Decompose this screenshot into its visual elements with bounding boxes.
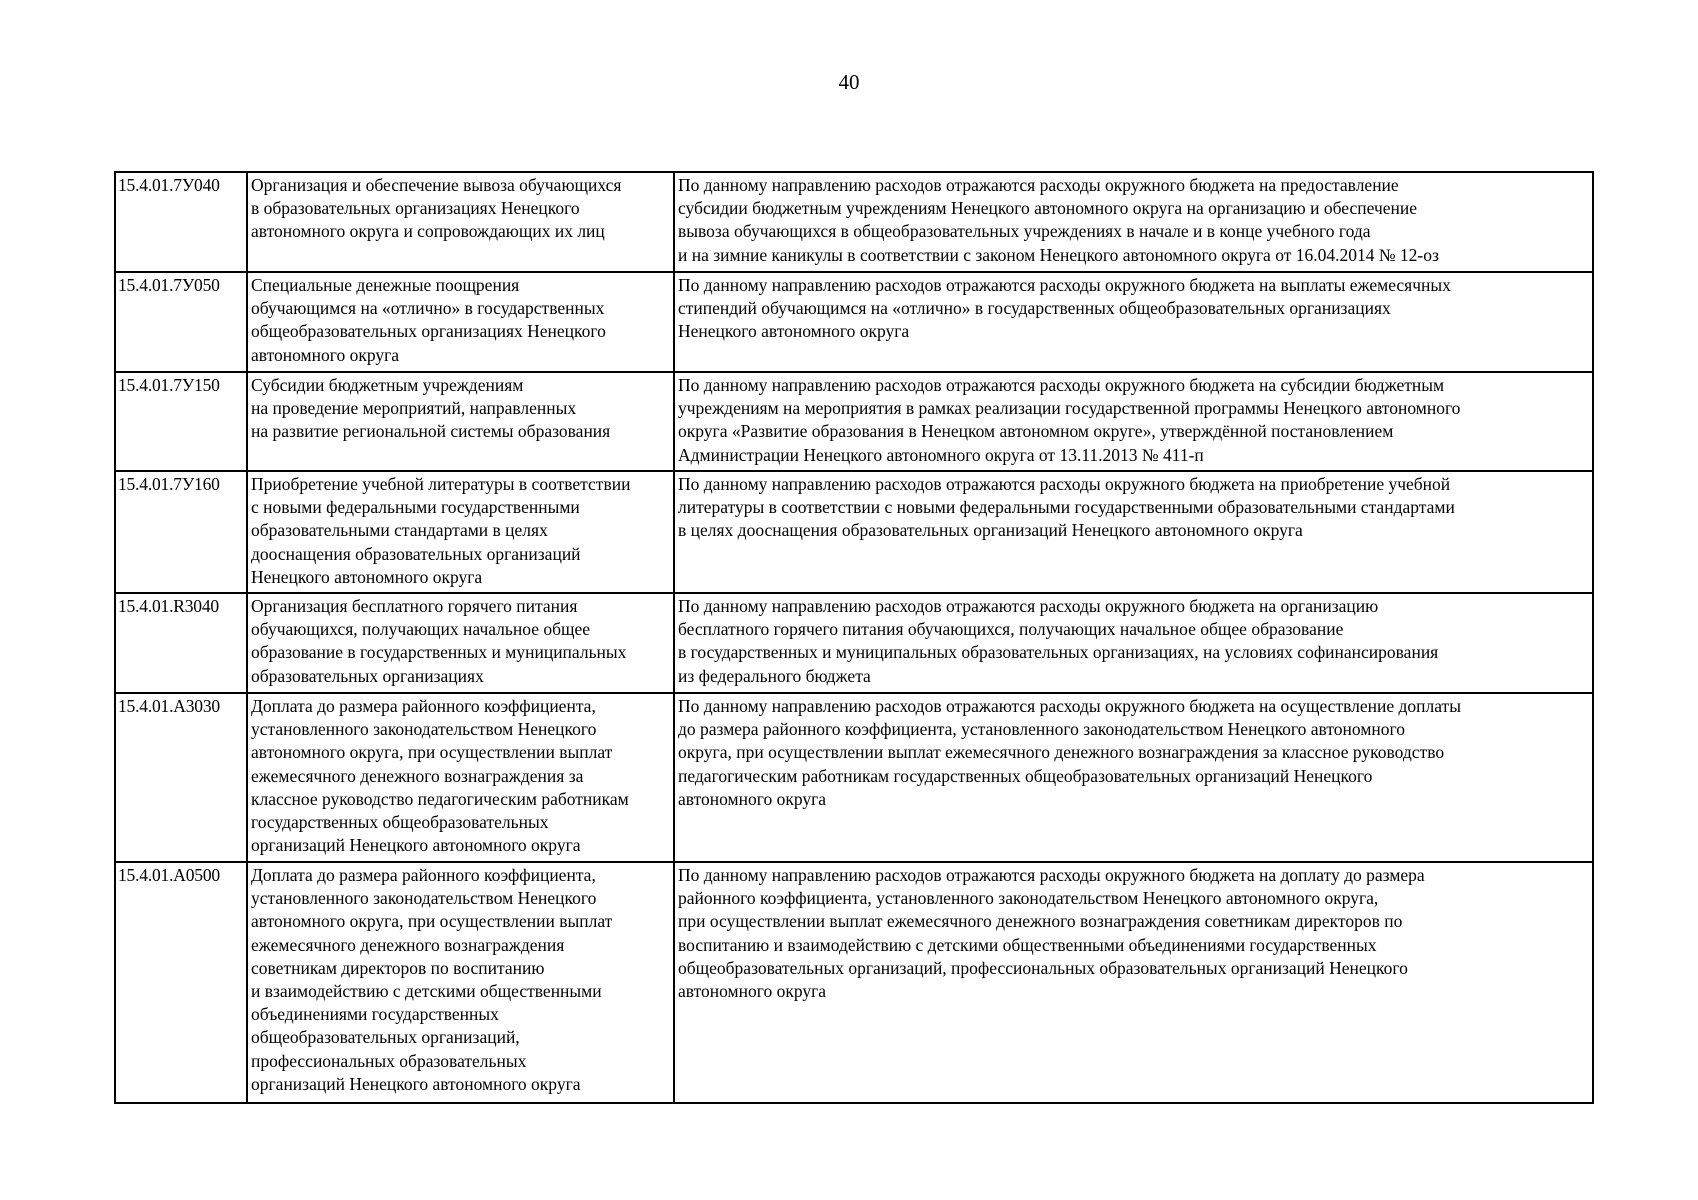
- text-line: автономного округа: [251, 344, 400, 365]
- text-line: По данному направлению расходов отражаются расходы окружного бюджета на субсидии бюджетным: [678, 375, 1445, 395]
- text-line: Субсидии бюджетным учреждениям: [251, 375, 524, 395]
- text-line: По данному направлению расходов отражаются расходы окружного бюджета на приобретение учебной: [678, 474, 1451, 494]
- text-line: при осуществлении выплат ежемесячного денежного вознаграждения советникам директоров по: [678, 911, 1403, 932]
- table-row: [115, 862, 1593, 1103]
- table-row: [115, 693, 1593, 862]
- text-line: с новыми федеральными государственными: [251, 497, 580, 518]
- budget-classification-table: [114, 171, 1594, 1104]
- text-line: и на зимние каникулы в соответствии с законом Ненецкого автономного округа от 16.04.2014 № 12-оз: [678, 244, 1439, 265]
- text-line: советникам директоров по воспитанию: [251, 957, 545, 978]
- text-line: По данному направлению расходов отражаются расходы окружного бюджета на осуществление доплаты: [678, 696, 1461, 716]
- text-line: Специальные денежные поощрения: [251, 275, 520, 295]
- row-name-cell: [247, 471, 674, 593]
- text-line: Организация бесплатного горячего питания: [251, 596, 578, 616]
- text-line: организаций Ненецкого автономного округа: [251, 835, 581, 856]
- text-line: Ненецкого автономного округа: [251, 566, 483, 587]
- row-name-cell: [247, 272, 674, 372]
- text-line: в образовательных организациях Ненецкого: [251, 198, 580, 219]
- text-line: обучающимся на «отлично» в государственных: [251, 298, 605, 319]
- text-line: округа, при осуществлении выплат ежемесячного денежного вознаграждения за классное руководство: [678, 742, 1445, 763]
- row-code-cell: 15.4.01.7У160: [115, 471, 247, 593]
- text-line: классное руководство педагогическим работникам: [251, 788, 629, 809]
- text-line: общеобразовательных организаций, профессиональных образовательных организаций Ненецкого: [678, 957, 1408, 978]
- text-line: ежемесячного денежного вознаграждения: [251, 934, 565, 955]
- text-line: автономного округа, при осуществлении выплат: [251, 742, 613, 763]
- row-description-cell: [674, 693, 1593, 862]
- row-name-cell: [247, 862, 674, 1103]
- text-line: объединениями государственных: [251, 1004, 499, 1025]
- text-line: вывоза обучающихся в общеобразовательных учреждениях в начале и в конце учебного года: [678, 221, 1371, 242]
- text-line: По данному направлению расходов отражаются расходы окружного бюджета на выплаты ежемесячных: [678, 275, 1451, 295]
- row-name-cell: [247, 372, 674, 471]
- text-line: Администрации Ненецкого автономного округа от 13.11.2013 № 411-п: [678, 444, 1204, 465]
- text-line: профессиональных образовательных: [251, 1050, 527, 1071]
- text-line: обучающихся, получающих начальное общее: [251, 619, 591, 640]
- text-line: бесплатного горячего питания обучающихся, получающих начальное общее образование: [678, 619, 1344, 640]
- text-line: в государственных и муниципальных образовательных организациях, на условиях софинансирования: [678, 642, 1439, 663]
- text-line: установленного законодательством Ненецкого: [251, 888, 597, 909]
- text-line: районного коэффициента, установленного законодательством Ненецкого автономного округа,: [678, 888, 1379, 909]
- row-name-cell: [247, 593, 674, 693]
- text-line: автономного округа, при осуществлении выплат: [251, 911, 613, 932]
- text-line: воспитанию и взаимодействию с детскими общественными объединениями государственных: [678, 934, 1377, 955]
- row-code-cell: 15.4.01.R3040: [115, 593, 247, 693]
- text-line: из федерального бюджета: [678, 665, 871, 686]
- text-line: общеобразовательных организациях Ненецкого: [251, 321, 606, 342]
- row-description-cell: [674, 471, 1593, 593]
- text-line: По данному направлению расходов отражаются расходы окружного бюджета на организацию: [678, 596, 1379, 616]
- text-line: и взаимодействию с детскими общественными: [251, 981, 602, 1002]
- text-line: автономного округа: [678, 981, 827, 1002]
- text-line: Доплата до размера районного коэффициента,: [251, 865, 596, 885]
- text-line: Приобретение учебной литературы в соответствии: [251, 474, 631, 494]
- table-row: [115, 272, 1593, 372]
- text-line: общеобразовательных организаций,: [251, 1027, 520, 1048]
- text-line: на проведение мероприятий, направленных: [251, 398, 577, 419]
- text-line: организаций Ненецкого автономного округа: [251, 1073, 581, 1094]
- row-description-cell: [674, 172, 1593, 272]
- text-line: литературы в соответствии с новыми федеральными государственными образовательными стандартами: [678, 497, 1455, 518]
- row-name-cell: [247, 693, 674, 862]
- row-description-cell: [674, 593, 1593, 693]
- text-line: до размера районного коэффициента, установленного законодательством Ненецкого автономного: [678, 719, 1406, 740]
- text-line: дооснащения образовательных организаций: [251, 543, 581, 564]
- text-line: субсидии бюджетным учреждениям Ненецкого автономного округа на организацию и обеспечение: [678, 198, 1418, 219]
- table-row: [115, 372, 1593, 471]
- row-name-cell: [247, 172, 674, 272]
- row-code-cell: 15.4.01.7У050: [115, 272, 247, 372]
- text-line: Организация и обеспечение вывоза обучающихся: [251, 175, 622, 195]
- text-line: на развитие региональной системы образования: [251, 421, 611, 442]
- text-line: стипендий обучающимся на «отлично» в государственных общеобразовательных организациях: [678, 298, 1391, 319]
- text-line: Доплата до размера районного коэффициента,: [251, 696, 596, 716]
- row-description-cell: [674, 372, 1593, 471]
- text-line: По данному направлению расходов отражаются расходы окружного бюджета на предоставление: [678, 175, 1399, 195]
- text-line: учреждениям на мероприятия в рамках реализации государственной программы Ненецкого автономного: [678, 398, 1461, 419]
- text-line: округа «Развитие образования в Ненецком автономном округе», утверждённой постановлением: [678, 421, 1394, 442]
- text-line: установленного законодательством Ненецкого: [251, 719, 597, 740]
- text-line: государственных общеобразовательных: [251, 812, 549, 833]
- text-line: педагогическим работникам государственных общеобразовательных организаций Ненецкого: [678, 765, 1373, 786]
- page-number: 40: [838, 70, 860, 94]
- row-code-cell: 15.4.01.7У150: [115, 372, 247, 471]
- text-line: образование в государственных и муниципальных: [251, 642, 627, 663]
- text-line: образовательными стандартами в целях: [251, 520, 548, 541]
- table-row: [115, 471, 1593, 593]
- row-code-cell: 15.4.01.А0500: [115, 862, 247, 1103]
- row-code-cell: 15.4.01.А3030: [115, 693, 247, 862]
- table-row: [115, 172, 1593, 272]
- text-line: автономного округа: [678, 788, 827, 809]
- text-line: ежемесячного денежного вознаграждения за: [251, 765, 584, 786]
- text-line: автономного округа и сопровождающих их лиц: [251, 221, 605, 242]
- row-description-cell: [674, 272, 1593, 372]
- text-line: Ненецкого автономного округа: [678, 321, 910, 342]
- table-row: [115, 593, 1593, 693]
- text-line: образовательных организациях: [251, 665, 484, 686]
- text-line: в целях дооснащения образовательных организаций Ненецкого автономного округа: [678, 520, 1303, 541]
- row-code-cell: 15.4.01.7У040: [115, 172, 247, 272]
- text-line: По данному направлению расходов отражаются расходы окружного бюджета на доплату до размера: [678, 865, 1425, 885]
- row-description-cell: [674, 862, 1593, 1103]
